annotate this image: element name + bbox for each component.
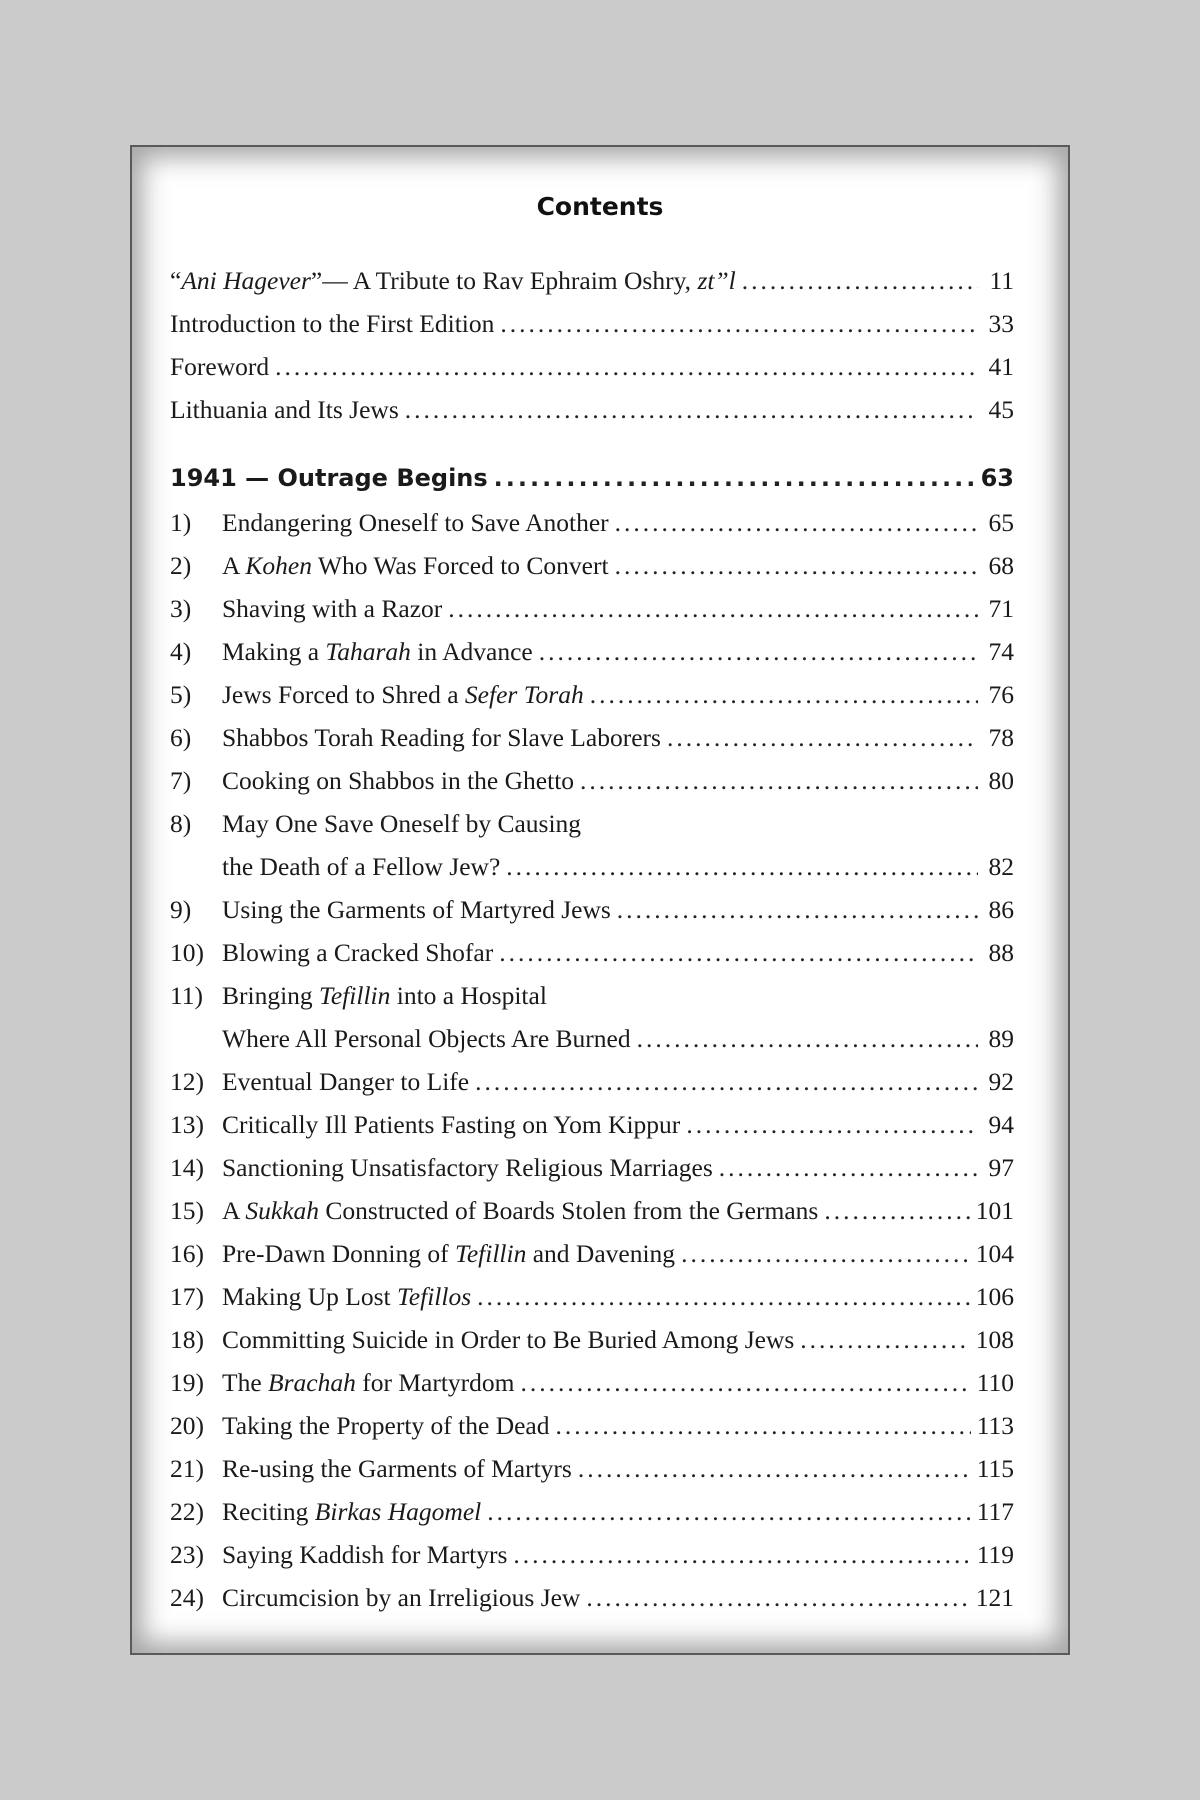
dot-leader xyxy=(275,352,978,382)
entry-page-number: 71 xyxy=(988,593,1014,623)
toc-entry xyxy=(170,673,1014,716)
entry-title-continued: Where All Personal Objects Are Burned xyxy=(222,1023,631,1053)
dot-leader xyxy=(800,1325,969,1355)
dot-leader xyxy=(590,680,978,710)
entry-title-continued: the Death of a Fellow Jew? xyxy=(222,851,501,881)
toc-entry xyxy=(170,888,1014,931)
entry-title: Bringing Tefillin into a Hospital xyxy=(222,980,547,1010)
dot-leader xyxy=(521,1368,971,1398)
entry-page-number: 89 xyxy=(988,1023,1014,1053)
toc-entry xyxy=(170,544,1014,587)
entry-title: “Ani Hagever”— A Tribute to Rav Ephraim Oshry, zt”l xyxy=(170,265,736,295)
entry-page-number: 45 xyxy=(988,394,1014,424)
entry-page-number: 65 xyxy=(988,507,1014,537)
entry-page-number: 33 xyxy=(988,308,1014,338)
dot-leader xyxy=(586,1583,969,1613)
entry-title: Endangering Oneself to Save Another xyxy=(222,507,609,537)
entry-number: 11) xyxy=(170,980,204,1010)
entry-title: Shabbos Torah Reading for Slave Laborers xyxy=(222,722,661,752)
toc-entry xyxy=(170,1533,1014,1576)
entry-page-number: 101 xyxy=(975,1195,1014,1225)
table-of-contents xyxy=(170,259,1014,1619)
dot-leader xyxy=(448,594,978,624)
entry-number: 23) xyxy=(170,1539,204,1569)
entry-title: Making Up Lost Tefillos xyxy=(222,1281,472,1311)
entry-page-number: 82 xyxy=(988,851,1014,881)
entry-number: 13) xyxy=(170,1109,204,1139)
entry-number: 15) xyxy=(170,1195,204,1225)
book-page xyxy=(130,145,1070,1655)
entry-title: Sanctioning Unsatisfactory Religious Marriages xyxy=(222,1152,713,1182)
entry-page-number: 68 xyxy=(988,550,1014,580)
toc-entry xyxy=(170,587,1014,630)
toc-entry xyxy=(170,1189,1014,1232)
entry-number: 9) xyxy=(170,894,192,924)
entry-title: Cooking on Shabbos in the Ghetto xyxy=(222,765,575,795)
entry-number: 17) xyxy=(170,1281,204,1311)
entry-number: 22) xyxy=(170,1496,204,1526)
section-spacer xyxy=(170,431,1014,455)
entry-title: Saying Kaddish for Martyrs xyxy=(222,1539,508,1569)
entry-title: Critically Ill Patients Fasting on Yom Kippur xyxy=(222,1109,681,1139)
dot-leader xyxy=(475,1067,978,1097)
toc-entry xyxy=(170,1275,1014,1318)
dot-leader xyxy=(513,1540,970,1570)
dot-leader xyxy=(637,1024,978,1054)
entry-title: Re-using the Garments of Martyrs xyxy=(222,1453,572,1483)
entry-number: 6) xyxy=(170,722,192,752)
entry-title: A Kohen Who Was Forced to Convert xyxy=(222,550,609,580)
toc-entry xyxy=(170,802,1014,845)
dot-leader xyxy=(405,395,978,425)
entry-page-number: 119 xyxy=(976,1539,1014,1569)
entry-number: 24) xyxy=(170,1582,204,1612)
toc-entry xyxy=(170,1146,1014,1189)
toc-entry xyxy=(170,345,1014,388)
entry-page-number: 110 xyxy=(976,1367,1014,1397)
entry-page-number: 41 xyxy=(988,351,1014,381)
dot-leader xyxy=(742,266,978,296)
entry-number: 12) xyxy=(170,1066,204,1096)
dot-leader xyxy=(667,723,978,753)
entry-number: 19) xyxy=(170,1367,204,1397)
entry-page-number: 117 xyxy=(976,1496,1014,1526)
entry-page-number: 78 xyxy=(988,722,1014,752)
entry-page-number: 104 xyxy=(975,1238,1014,1268)
dot-leader xyxy=(494,464,975,492)
dot-leader xyxy=(580,766,978,796)
entry-title: The Brachah for Martyrdom xyxy=(222,1367,515,1397)
entry-title: Reciting Birkas Hagomel xyxy=(222,1496,482,1526)
entry-title: Blowing a Cracked Shofar xyxy=(222,937,494,967)
entry-number: 3) xyxy=(170,593,192,623)
toc-entry xyxy=(170,716,1014,759)
page-title: Contents xyxy=(536,192,664,221)
entry-title: Shaving with a Razor xyxy=(222,593,443,623)
entry-page-number: 94 xyxy=(988,1109,1014,1139)
entry-number: 4) xyxy=(170,636,192,666)
entry-number: 7) xyxy=(170,765,192,795)
entry-page-number: 115 xyxy=(976,1453,1014,1483)
toc-entry xyxy=(170,1490,1014,1533)
entry-page-number: 76 xyxy=(988,679,1014,709)
entry-title: 1941 — Outrage Begins xyxy=(170,464,488,492)
toc-entry xyxy=(170,931,1014,974)
entry-title: Jews Forced to Shred a Sefer Torah xyxy=(222,679,584,709)
entry-page-number: 86 xyxy=(988,894,1014,924)
entry-page-number: 88 xyxy=(988,937,1014,967)
toc-entry xyxy=(170,1576,1014,1619)
toc-entry xyxy=(170,1060,1014,1103)
toc-entry xyxy=(170,1447,1014,1490)
entry-page-number: 97 xyxy=(988,1152,1014,1182)
dot-leader xyxy=(824,1196,969,1226)
entry-number: 8) xyxy=(170,808,192,838)
entry-title: A Sukkah Constructed of Boards Stolen from the Germans xyxy=(222,1195,819,1225)
dot-leader xyxy=(556,1411,971,1441)
entry-title: Eventual Danger to Life xyxy=(222,1066,470,1096)
dot-leader xyxy=(686,1110,978,1140)
entry-number: 5) xyxy=(170,679,192,709)
dot-leader xyxy=(615,508,978,538)
entry-page-number: 74 xyxy=(988,636,1014,666)
entry-number: 20) xyxy=(170,1410,204,1440)
entry-title: Circumcision by an Irreligious Jew xyxy=(222,1582,581,1612)
entry-page-number: 106 xyxy=(975,1281,1014,1311)
entry-title: Foreword xyxy=(170,351,270,381)
entry-page-number: 11 xyxy=(989,265,1014,295)
dot-leader xyxy=(539,637,978,667)
entry-title: Making a Taharah in Advance xyxy=(222,636,533,666)
toc-entry xyxy=(170,759,1014,802)
toc-entry xyxy=(170,1318,1014,1361)
entry-number: 16) xyxy=(170,1238,204,1268)
toc-entry xyxy=(170,1103,1014,1146)
dot-leader xyxy=(719,1153,978,1183)
entry-page-number: 92 xyxy=(988,1066,1014,1096)
toc-entry xyxy=(170,974,1014,1017)
entry-title: Introduction to the First Edition xyxy=(170,308,495,338)
entry-number: 2) xyxy=(170,550,192,580)
part-heading xyxy=(170,455,1014,501)
toc-entry xyxy=(170,1404,1014,1447)
dot-leader xyxy=(487,1497,970,1527)
dot-leader xyxy=(681,1239,970,1269)
toc-entry-continued xyxy=(170,845,1014,888)
dot-leader xyxy=(500,309,978,339)
entry-title: Committing Suicide in Order to Be Buried Among Jews xyxy=(222,1324,795,1354)
entry-page-number: 113 xyxy=(976,1410,1014,1440)
dot-leader xyxy=(617,895,978,925)
entry-page-number: 121 xyxy=(975,1582,1014,1612)
toc-entry xyxy=(170,259,1014,302)
entry-title: May One Save Oneself by Causing xyxy=(222,808,582,838)
toc-entry xyxy=(170,1361,1014,1404)
dot-leader xyxy=(499,938,978,968)
entry-page-number: 80 xyxy=(988,765,1014,795)
entry-title: Taking the Property of the Dead xyxy=(222,1410,550,1440)
entry-page-number: 108 xyxy=(975,1324,1014,1354)
entry-title: Lithuania and Its Jews xyxy=(170,394,399,424)
dot-leader xyxy=(506,852,978,882)
entry-title: Using the Garments of Martyred Jews xyxy=(222,894,611,924)
toc-entry-continued xyxy=(170,1017,1014,1060)
toc-entry xyxy=(170,630,1014,673)
toc-entry xyxy=(170,501,1014,544)
entry-title: Pre-Dawn Donning of Tefillin and Davening xyxy=(222,1238,676,1268)
toc-entry xyxy=(170,302,1014,345)
dot-leader xyxy=(477,1282,970,1312)
toc-entry xyxy=(170,1232,1014,1275)
entry-number: 1) xyxy=(170,507,192,537)
entry-page-number: 63 xyxy=(980,464,1014,492)
entry-number: 14) xyxy=(170,1152,204,1182)
entry-number: 21) xyxy=(170,1453,204,1483)
dot-leader xyxy=(578,1454,971,1484)
entry-number: 18) xyxy=(170,1324,204,1354)
dot-leader xyxy=(615,551,978,581)
toc-entry xyxy=(170,388,1014,431)
entry-number: 10) xyxy=(170,937,204,967)
